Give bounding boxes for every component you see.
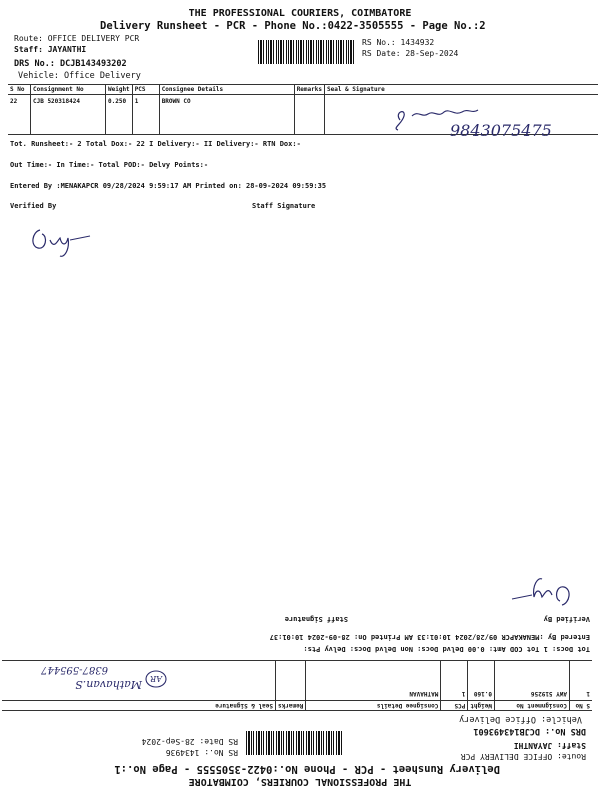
totals-line: Tot. Runsheet:- 2 Total Dox:- 22 I Delivery:- II Delivery:- RTN Dox:- [10, 140, 301, 148]
receiver-phone: 9843075475 [450, 121, 552, 140]
company-name: THE PROFESSIONAL COURIERS, COIMBATORE [188, 776, 412, 787]
verifier-initials [28, 220, 98, 260]
cell-pcs: 1 [441, 661, 468, 701]
col-pcs: PCS [132, 85, 159, 95]
verified-by-label: Verified By [543, 615, 590, 623]
entered-by: Entered By :MENAKAPCR 09/28/2024 10:01:33 AM Printed On: 28-09-2024 10:01:37 [269, 633, 590, 641]
col-sno: S No [8, 85, 31, 95]
cell-consignee: BROWN CO [159, 95, 294, 135]
rs-date: RS Date: 28-Sep-2024 [362, 49, 459, 58]
col-consignment: Consignment No [31, 85, 106, 95]
entered-by: Entered By :MENAKAPCR 09/28/2024 9:59:17 AM Printed on: 28-09-2024 09:59:35 [10, 182, 327, 190]
staff-signature-label: Staff Signature [284, 615, 348, 623]
col-weight: Weight [468, 701, 495, 711]
receiver-signature [20, 663, 170, 695]
staff-label: Staff: JAYANTHI [14, 45, 87, 54]
time-line: Out Time:- In Time:- Total POD:- Delvy Points:- [10, 161, 209, 169]
col-consignee: Consignee Details [159, 85, 294, 95]
cell-remarks [276, 661, 306, 701]
col-consignee: Consignee Details [306, 701, 441, 711]
route-label: Route: OFFICE DELIVERY PCR [14, 34, 140, 43]
cell-remarks [294, 95, 324, 135]
staff-label: Staff: JAYANTHI [513, 741, 586, 750]
cell-weight: 0.160 [468, 661, 495, 701]
receiver-name: Mathavan.S [75, 678, 142, 691]
cell-consignment: AWY 519256 [495, 661, 570, 701]
col-seal: Seal & Signature [324, 85, 598, 95]
drs-number: DRS No.: DCJB143493601 [473, 726, 586, 736]
totals-line: Tot Docs: 1 Tot COD Amt: 0.00 Delvd Docs: Non Delvd Docs: Delvy Pts: [303, 645, 590, 653]
drs-number: DRS No.: DCJB143493202 [14, 59, 127, 69]
barcode-icon [246, 731, 342, 755]
col-sno: S No [570, 701, 593, 711]
runsheet-page-1 [0, 395, 600, 795]
col-remarks: Remarks [276, 701, 306, 711]
col-pcs: PCS [441, 701, 468, 711]
runsheet-title: Delivery Runsheet - PCR - Phone No.:0422-3505555 - Page No.:2 [100, 20, 486, 32]
cell-sno: 22 [8, 95, 31, 135]
cell-weight: 0.250 [106, 95, 133, 135]
receiver-phone: 6387-595447 [40, 664, 108, 675]
verifier-initials [504, 575, 574, 615]
cell-consignment: CJB 520318424 [31, 95, 106, 135]
barcode-icon [258, 40, 354, 64]
svg-text:AR: AR [150, 674, 162, 683]
vehicle-label: Vehicle: Office Delivery [18, 71, 141, 81]
route-label: Route: OFFICE DELIVERY PCR [460, 752, 586, 761]
rs-number: RS No.: 1434936 [165, 748, 238, 757]
receiver-signature [392, 106, 592, 142]
table-header [2, 701, 592, 711]
table-header [8, 85, 598, 95]
vehicle-label: Vehicle: Office Delivery [459, 714, 582, 724]
col-seal: Seal & Signature [2, 701, 276, 711]
col-remarks: Remarks [294, 85, 324, 95]
cell-pcs: 1 [132, 95, 159, 135]
col-weight: Weight [106, 85, 133, 95]
rs-number: RS No.: 1434932 [362, 38, 435, 47]
company-name: THE PROFESSIONAL COURIERS, COIMBATORE [188, 8, 412, 19]
rs-date: RS Date: 28-Sep-2024 [141, 737, 238, 746]
col-consignment: Consignment No [495, 701, 570, 711]
cell-consignee: MATHAVAN [306, 661, 441, 701]
cell-sno: 1 [570, 661, 593, 701]
verified-by-label: Verified By [10, 202, 57, 210]
runsheet-title: Delivery Runsheet - PCR - Phone No.:0422-3505555 - Page No.:1 [114, 763, 500, 775]
staff-signature-label: Staff Signature [252, 202, 316, 210]
